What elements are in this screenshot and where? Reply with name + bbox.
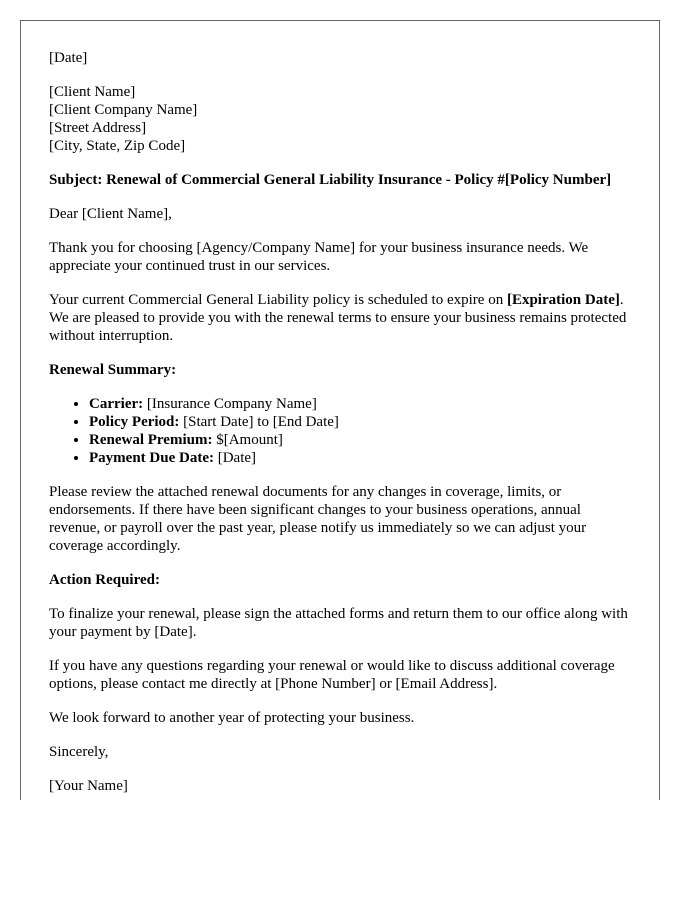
letter-page [20,20,660,800]
recipient-client-name: [Client Name] [49,84,136,100]
summary-label: Payment Due Date: [89,450,214,466]
recipient-address [49,83,634,155]
summary-item-payment-due-date [89,449,634,467]
intro-paragraph: Thank you for choosing [Agency/Company Name] for your business insurance needs. We appreciate your continued trust in our services. [49,240,589,274]
expiration-date: [Expiration Date] [506,292,620,308]
recipient-city-state-zip: [City, State, Zip Code] [49,138,186,154]
signature-name: [Your Name] [49,778,128,794]
summary-value: [Date] [213,450,257,466]
action-required-heading: Action Required: [49,572,160,588]
summary-item-policy-period [89,413,634,431]
summary-item-renewal-premium [89,431,634,449]
subject-line: Subject: Renewal of Commercial General Liability Insurance - Policy #[Policy Number] [49,172,612,188]
summary-value: $[Amount] [212,432,283,448]
questions-paragraph: If you have any questions regarding your renewal or would like to discuss additional coverage options, please contact me directly at [Phone Number] or [Email Address]. [49,658,615,692]
renewal-summary-list [49,395,634,467]
expiry-paragraph [49,291,634,345]
expiry-text-after: . We are pleased to provide you with the renewal terms to ensure your business remains protected without interruption. [49,292,627,344]
action-paragraph: To finalize your renewal, please sign the attached forms and return them to our office along with your payment by [Date]. [49,606,628,640]
closing-paragraph: We look forward to another year of protecting your business. [49,710,415,726]
expiry-text-before: Your current Commercial General Liability policy is scheduled to expire on [49,292,507,308]
recipient-street-address: [Street Address] [49,120,147,136]
letter-body [49,49,634,800]
summary-value: [Start Date] to [End Date] [179,414,339,430]
summary-label: Renewal Premium: [89,432,213,448]
review-paragraph: Please review the attached renewal documents for any changes in coverage, limits, or endorsements. If there have been significant changes to your business operations, annual revenue, or payroll over the past year, please notify us immediately so we can adjust your coverage accordingly. [49,484,587,554]
salutation: Dear [Client Name], [49,206,172,222]
summary-label: Carrier: [89,396,144,412]
summary-value: [Insurance Company Name] [143,396,317,412]
renewal-summary-heading: Renewal Summary: [49,362,177,378]
recipient-company-name: [Client Company Name] [49,102,198,118]
letter-date: [Date] [49,50,88,66]
sign-off: Sincerely, [49,744,109,760]
summary-label: Policy Period: [89,414,180,430]
summary-item-carrier [89,395,634,413]
